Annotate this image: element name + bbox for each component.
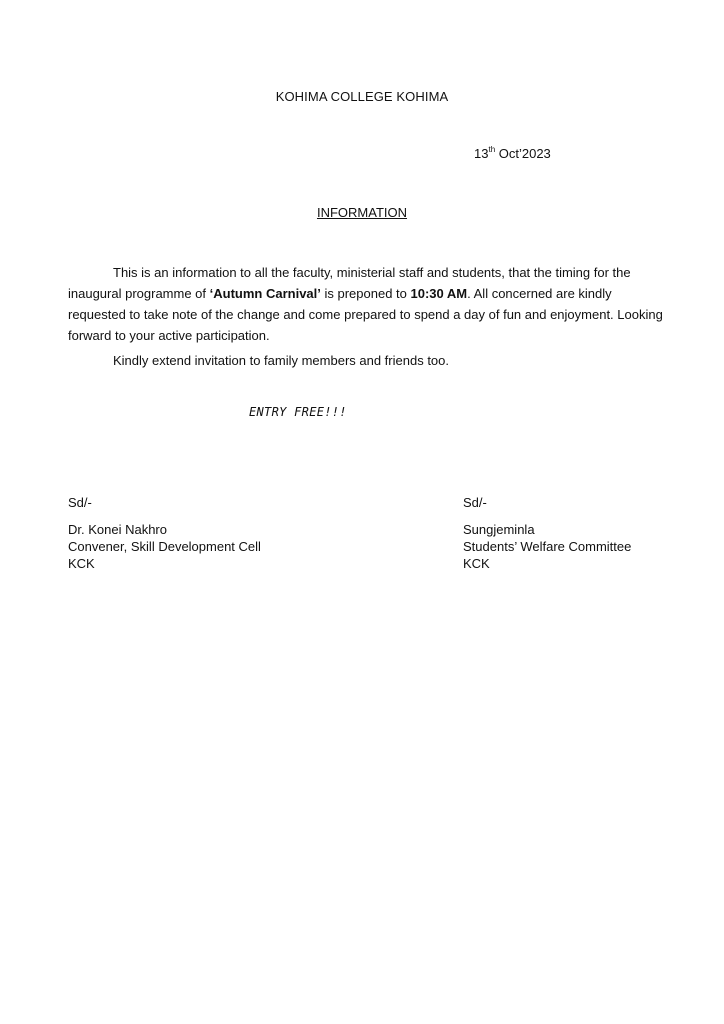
signatory-designation: Convener, Skill Development Cell bbox=[68, 539, 261, 554]
date-suffix: th bbox=[488, 145, 496, 154]
body-paragraph-1 bbox=[68, 262, 664, 346]
body-text-part-2: is preponed to bbox=[320, 286, 411, 301]
signatory-org: KCK bbox=[463, 556, 490, 571]
entry-free-note: ENTRY FREE!!! bbox=[249, 405, 347, 419]
institution-heading: KOHIMA COLLEGE KOHIMA bbox=[275, 89, 449, 104]
notice-title: INFORMATION bbox=[316, 205, 408, 220]
signatory-right bbox=[463, 494, 631, 572]
body-text-part-3: . All concerned are kindly requested to take note of the change and come prepared to spend a day of fun and enjoyment. Looking forward to your active participation. bbox=[68, 286, 663, 343]
body-text-part-1: This is an information to all the faculty, ministerial staff and students, that the timing for the inaugural programme of bbox=[68, 265, 631, 301]
signature-mark: Sd/- bbox=[68, 495, 92, 510]
signatory-left bbox=[68, 494, 261, 572]
notice-date bbox=[474, 146, 551, 161]
body-paragraph-2: Kindly extend invitation to family members and friends too. bbox=[113, 353, 450, 368]
signatory-name: Sungjeminla bbox=[463, 522, 535, 537]
signature-mark: Sd/- bbox=[463, 495, 487, 510]
signatory-name: Dr. Konei Nakhro bbox=[68, 522, 167, 537]
date-month-year: Oct’2023 bbox=[495, 146, 551, 161]
event-time: 10:30 AM bbox=[410, 286, 468, 301]
signatory-org: KCK bbox=[68, 556, 95, 571]
date-day: 13 bbox=[474, 146, 489, 161]
event-name: ‘Autumn Carnival’ bbox=[209, 286, 321, 301]
signatory-designation: Students’ Welfare Committee bbox=[463, 539, 632, 554]
